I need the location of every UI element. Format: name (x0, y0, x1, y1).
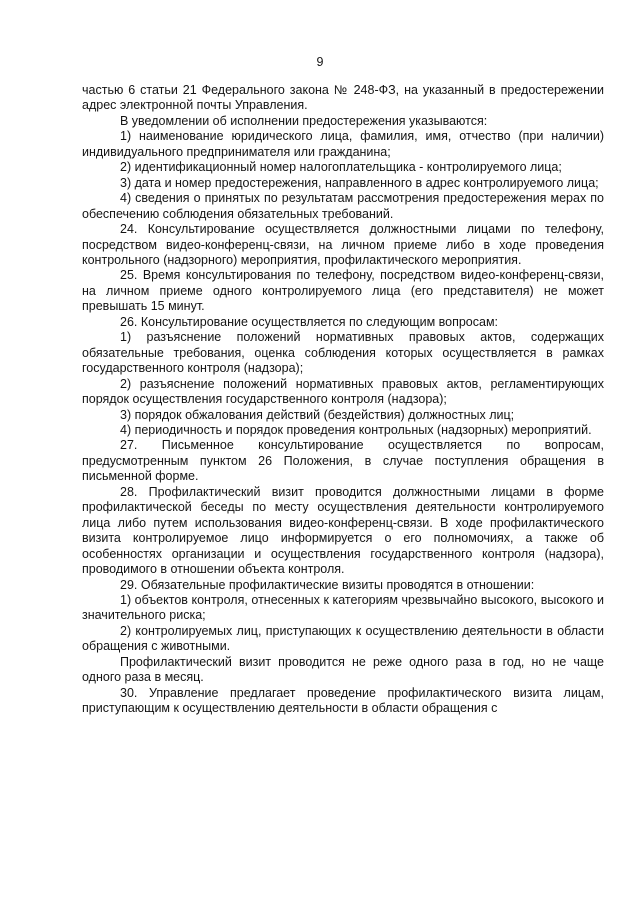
paragraph-30-offer: 30. Управление предлагает проведение профилактического визита лицам, приступающим к осуществлению деятельности в области обращения с (82, 685, 604, 716)
list-item-29-1: 1) объектов контроля, отнесенных к категориям чрезвычайно высокого, высокого и значительного риска; (82, 592, 604, 623)
list-item-26-2: 2) разъяснение положений нормативных правовых актов, регламентирующих порядок осуществления государственного контроля (надзора); (82, 376, 604, 407)
list-item-29-2: 2) контролируемых лиц, приступающих к осуществлению деятельности в области обращения с животными. (82, 623, 604, 654)
document-body (82, 83, 604, 717)
paragraph-26-topics: 26. Консультирование осуществляется по следующим вопросам: (120, 314, 499, 329)
list-item-1-name: 1) наименование юридического лица, фамилия, имя, отчество (при наличии) индивидуального предпринимателя или гражданина; (82, 129, 604, 159)
paragraph-25-time: 25. Время консультирования по телефону, посредством видео-конференц-связи, на личном приеме одного контролируемого лица (его представителя) не может превышать 15 минут. (82, 268, 604, 314)
paragraph-27-written: 27. Письменное консультирование осуществляется по вопросам, предусмотренным пунктом 26 Положения, в случае поступления обращения в письменной форме. (82, 438, 604, 484)
page-number: 9 (316, 55, 324, 69)
list-item-26-4: 4) периодичность и порядок проведения контрольных (надзорных) мероприятий. (120, 422, 592, 437)
list-item-3-date-number: 3) дата и номер предостережения, направленного в адрес контролируемого лица; (120, 175, 599, 190)
list-item-4-measures: 4) сведения о принятых по результатам рассмотрения предостережения мерах по обеспечению соблюдения обязательных требований. (82, 191, 604, 221)
paragraph-notice-intro: В уведомлении об исполнении предостережения указываются: (120, 113, 488, 128)
list-item-26-1: 1) разъяснение положений нормативных правовых актов, содержащих обязательные требования, оценка соблюдения которых осуществляется в рамках государственного контроля (надзора); (82, 330, 604, 376)
paragraph-visit-frequency: Профилактический визит проводится не реже одного раза в год, но не чаще одного раза в месяц. (82, 654, 604, 685)
paragraph-continuation: частью 6 статьи 21 Федерального закона № 248-ФЗ, на указанный в предостережении адрес электронной почты Управления. (82, 83, 604, 113)
list-item-26-3: 3) порядок обжалования действий (бездействия) должностных лиц; (120, 407, 515, 422)
list-item-2-inn: 2) идентификационный номер налогоплательщика - контролируемого лица; (120, 160, 562, 175)
paragraph-28-visit: 28. Профилактический визит проводится должностными лицами в форме профилактической беседы по месту осуществления деятельности контролируемого лица либо путем использования видео-конференц-связи. В ходе профилактического визита контролируемое лицо информируется о его полномочиях, а также об особенностях организации и осуществления государственного контроля (надзора), проводимого в отношении объекта контроля. (82, 484, 604, 577)
paragraph-24-consulting: 24. Консультирование осуществляется должностными лицами по телефону, посредством видео-конференц-связи, на личном приеме либо в ходе проведения контрольного (надзорного) мероприятия, профилактического мероприятия. (82, 222, 604, 267)
paragraph-29-mandatory: 29. Обязательные профилактические визиты проводятся в отношении: (120, 577, 535, 592)
